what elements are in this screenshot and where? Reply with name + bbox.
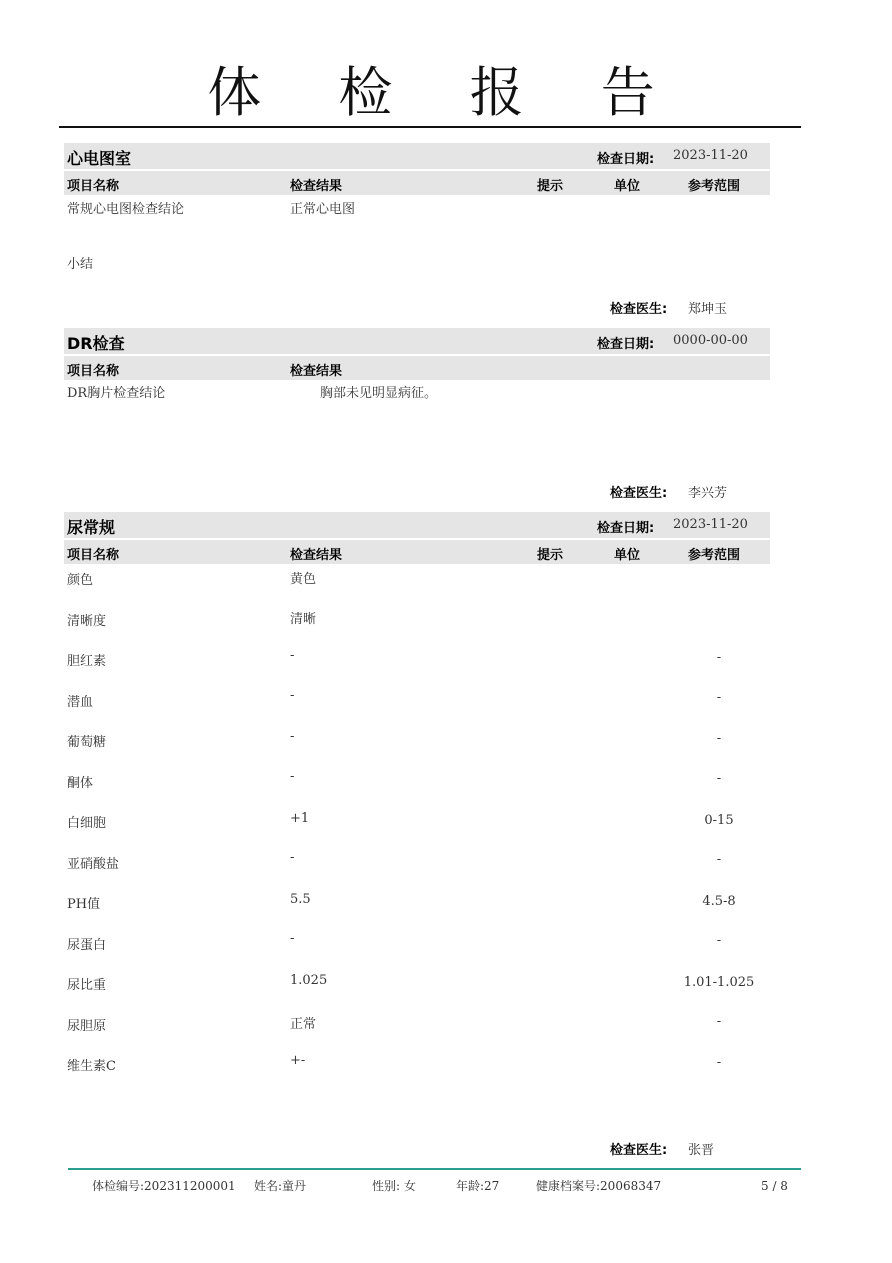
- row-item-name: 葡萄糖: [67, 735, 107, 750]
- doctor-label: 检查医生:: [610, 1143, 668, 1158]
- row-reference: -: [716, 690, 722, 705]
- row-item-name: 颜色: [67, 573, 94, 588]
- row-item-name: PH值: [67, 897, 101, 912]
- col-unit: 单位: [614, 548, 641, 563]
- footer-exam-number: 体检编号:202311200001: [92, 1179, 236, 1193]
- row-reference: -: [716, 731, 722, 746]
- row-item-name: 常规心电图检查结论: [67, 202, 185, 217]
- row-item-name: 维生素C: [67, 1059, 116, 1074]
- row-item-name: 尿蛋白: [67, 938, 107, 953]
- exam-date-label: 检查日期:: [597, 521, 655, 536]
- row-reference: -: [716, 650, 722, 665]
- doctor-label: 检查医生:: [610, 302, 668, 317]
- row-item-name: 尿胆原: [67, 1019, 107, 1034]
- row-result: -: [290, 769, 295, 784]
- row-result: 胸部未见明显病征。: [320, 386, 438, 401]
- table-header: [64, 171, 770, 195]
- col-result: 检查结果: [290, 179, 343, 194]
- col-unit: 单位: [614, 179, 641, 194]
- row-result: -: [290, 688, 295, 703]
- row-result: 黄色: [290, 572, 317, 587]
- row-item-name: 清晰度: [67, 614, 107, 629]
- summary-label: 小结: [67, 257, 94, 272]
- col-item-name: 项目名称: [67, 548, 120, 563]
- exam-date: 0000-00-00: [673, 333, 748, 348]
- col-hint: 提示: [537, 548, 564, 563]
- section-header-ecg: [64, 143, 770, 171]
- exam-date-label: 检查日期:: [597, 337, 655, 352]
- doctor-name: 李兴芳: [688, 486, 728, 501]
- row-reference: 0-15: [704, 813, 734, 828]
- row-reference: -: [716, 852, 722, 867]
- col-item-name: 项目名称: [67, 179, 120, 194]
- row-result: 正常心电图: [290, 202, 356, 217]
- row-result: -: [290, 729, 295, 744]
- section-header-dr: [64, 328, 770, 356]
- row-item-name: 尿比重: [67, 978, 107, 993]
- col-hint: 提示: [537, 179, 564, 194]
- footer-age: 年龄:27: [456, 1179, 500, 1193]
- doctor-label: 检查医生:: [610, 486, 668, 501]
- footer-record-number: 健康档案号:20068347: [536, 1179, 662, 1193]
- row-result: +1: [290, 811, 310, 826]
- section-header-urine: [64, 512, 770, 540]
- row-reference: 4.5-8: [702, 894, 736, 909]
- title-divider: [59, 126, 801, 128]
- col-result: 检查结果: [290, 364, 343, 379]
- row-item-name: 白细胞: [67, 816, 107, 831]
- exam-date-label: 检查日期:: [597, 152, 655, 167]
- row-result: -: [290, 648, 295, 663]
- row-reference: -: [716, 933, 722, 948]
- page-title: 体 检 报 告: [207, 61, 685, 124]
- footer-divider: [68, 1168, 801, 1170]
- row-result: 1.025: [290, 973, 328, 988]
- doctor-name: 张晋: [688, 1143, 715, 1158]
- exam-date: 2023-11-20: [673, 148, 748, 163]
- row-result: 正常: [290, 1017, 317, 1032]
- section-title: 尿常规: [67, 518, 116, 537]
- row-reference: 1.01-1.025: [683, 975, 755, 990]
- row-item-name: 酮体: [67, 776, 94, 791]
- table-header: [64, 356, 770, 380]
- row-result: -: [290, 931, 295, 946]
- row-result: 清晰: [290, 612, 317, 627]
- row-reference: -: [716, 1014, 722, 1029]
- page-indicator: 5 / 8: [761, 1179, 788, 1193]
- row-result: +-: [290, 1053, 306, 1068]
- doctor-name: 郑坤玉: [688, 302, 728, 317]
- col-reference: 参考范围: [688, 179, 741, 194]
- section-title: DR检查: [67, 334, 125, 353]
- row-item-name: 胆红素: [67, 654, 107, 669]
- row-item-name: 亚硝酸盐: [67, 857, 120, 872]
- row-reference: -: [716, 1055, 722, 1070]
- col-reference: 参考范围: [688, 548, 741, 563]
- table-header: [64, 540, 770, 564]
- row-item-name: DR胸片检查结论: [67, 386, 166, 401]
- row-result: -: [290, 850, 295, 865]
- row-reference: -: [716, 771, 722, 786]
- col-item-name: 项目名称: [67, 364, 120, 379]
- row-item-name: 潜血: [67, 695, 94, 710]
- footer-patient-name: 姓名:童丹: [254, 1179, 307, 1193]
- section-title: 心电图室: [67, 149, 132, 168]
- footer-gender: 性别: 女: [372, 1179, 416, 1193]
- col-result: 检查结果: [290, 548, 343, 563]
- exam-date: 2023-11-20: [673, 517, 748, 532]
- row-result: 5.5: [290, 892, 311, 907]
